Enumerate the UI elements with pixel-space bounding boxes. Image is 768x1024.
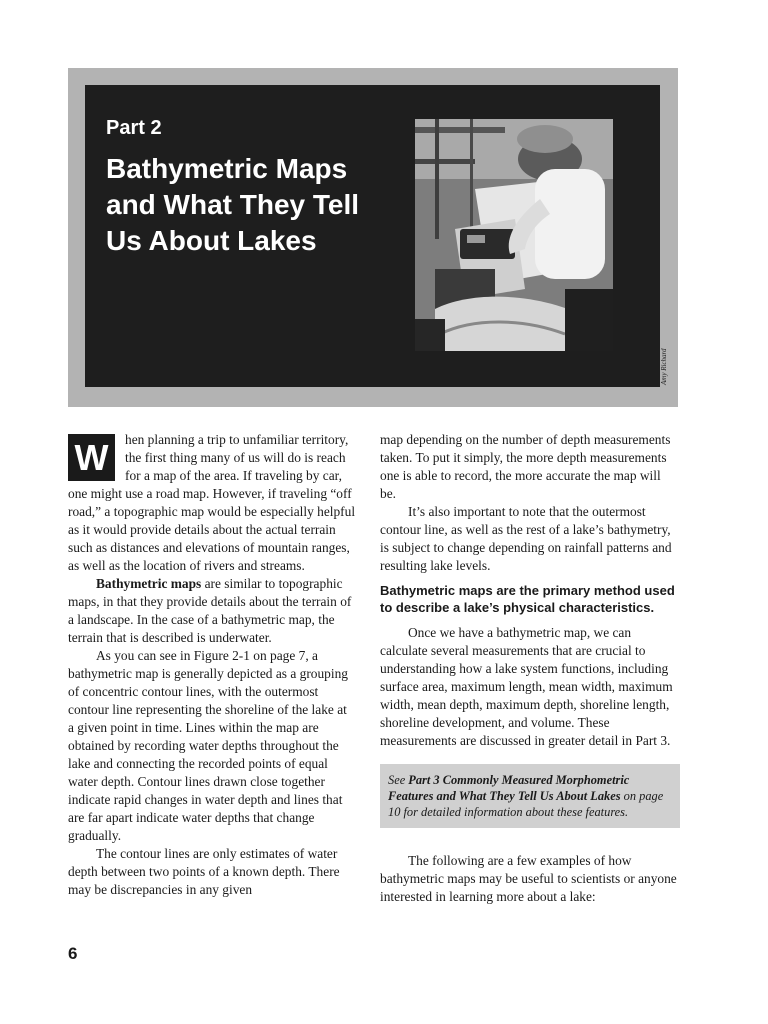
chapter-banner-panel (85, 85, 668, 387)
intro-text: hen planning a trip to unfamiliar territory, the first thing many of us will do is reach for a map of the area. If traveling by car, one might use a road map. However, if traveling “off road,” a topographic map would be especially helpful as it would provide details about the actual terrain such as distances and elevations of mountain ranges, as well as the location of rivers and streams. (68, 432, 356, 573)
paragraph-estimates-continued: map depending on the number of depth measurements taken. To put it simply, the more depth measurements one is able to record, the more accurate the map will be. (380, 432, 671, 501)
paragraph-examples: The following are a few examples of how bathymetric maps may be useful to scientists or anyone interested in learning more about a lake: (380, 853, 677, 904)
cross-reference-callout (380, 764, 680, 828)
chapter-banner (68, 68, 678, 407)
paragraph-outermost-contour: It’s also important to note that the outermost contour line, as well as the rest of a lake’s bathymetry, is subject to change depending on rainfall patterns and resulting lake levels. (380, 504, 672, 573)
paragraph-bathymetric-maps-text: are similar to topographic maps, in that they provide details about the terrain of a landscape. In the case of a bathymetric map, the terrain that is described is underwater. (68, 576, 352, 645)
paragraph-bathymetric-maps (68, 575, 356, 647)
paragraph-estimates: The contour lines are only estimates of water depth between two points of a known depth. There may be discrepancies in any given (68, 846, 340, 897)
callout-tail: on page 10 for detailed information about these features. (388, 789, 664, 819)
callout-reference-title: Part 3 Commonly Measured Morphometric Features and What They Tell Us About Lakes (388, 773, 630, 803)
intro-paragraph (68, 431, 356, 575)
paragraph-contour-lines: As you can see in Figure 2-1 on page 7, a bathymetric map is generally depicted as a grouping of concentric contour lines, with the outermost contour line representing the shoreline of the lake at a given point in time. Lines within the map are obtained by recording water depths throughout the lake and connecting the recorded points of equal water depth. Contour lines drawn close together indicate rapid changes in water depth and lines that are far apart indicate water depths that change gradually. (68, 648, 348, 843)
chapter-photo (415, 119, 613, 351)
photo-credit: Amy Richard (660, 348, 668, 385)
drop-cap: W (68, 434, 115, 481)
chapter-title: Bathymetric Maps and What They Tell Us About Lakes (106, 153, 360, 256)
paragraph-measurements: Once we have a bathymetric map, we can calculate several measurements that are crucial to understanding how a lake system functions, including surface area, maximum length, mean width, maximum width, mean depth, maximum depth, shoreline length, shoreline development, and volume. These measurements are discussed in greater detail in Part 3. (380, 625, 673, 748)
text-column-right (380, 431, 680, 906)
callout-see: See (388, 773, 409, 787)
term-bathymetric-maps: Bathymetric maps (96, 576, 202, 591)
text-column-left (68, 431, 356, 899)
photo-illustration (415, 119, 613, 351)
page-number: 6 (68, 944, 78, 963)
subheading: Bathymetric maps are the primary method used to describe a lake’s physical characteristics. (380, 583, 675, 615)
part-label: Part 2 (106, 117, 162, 139)
